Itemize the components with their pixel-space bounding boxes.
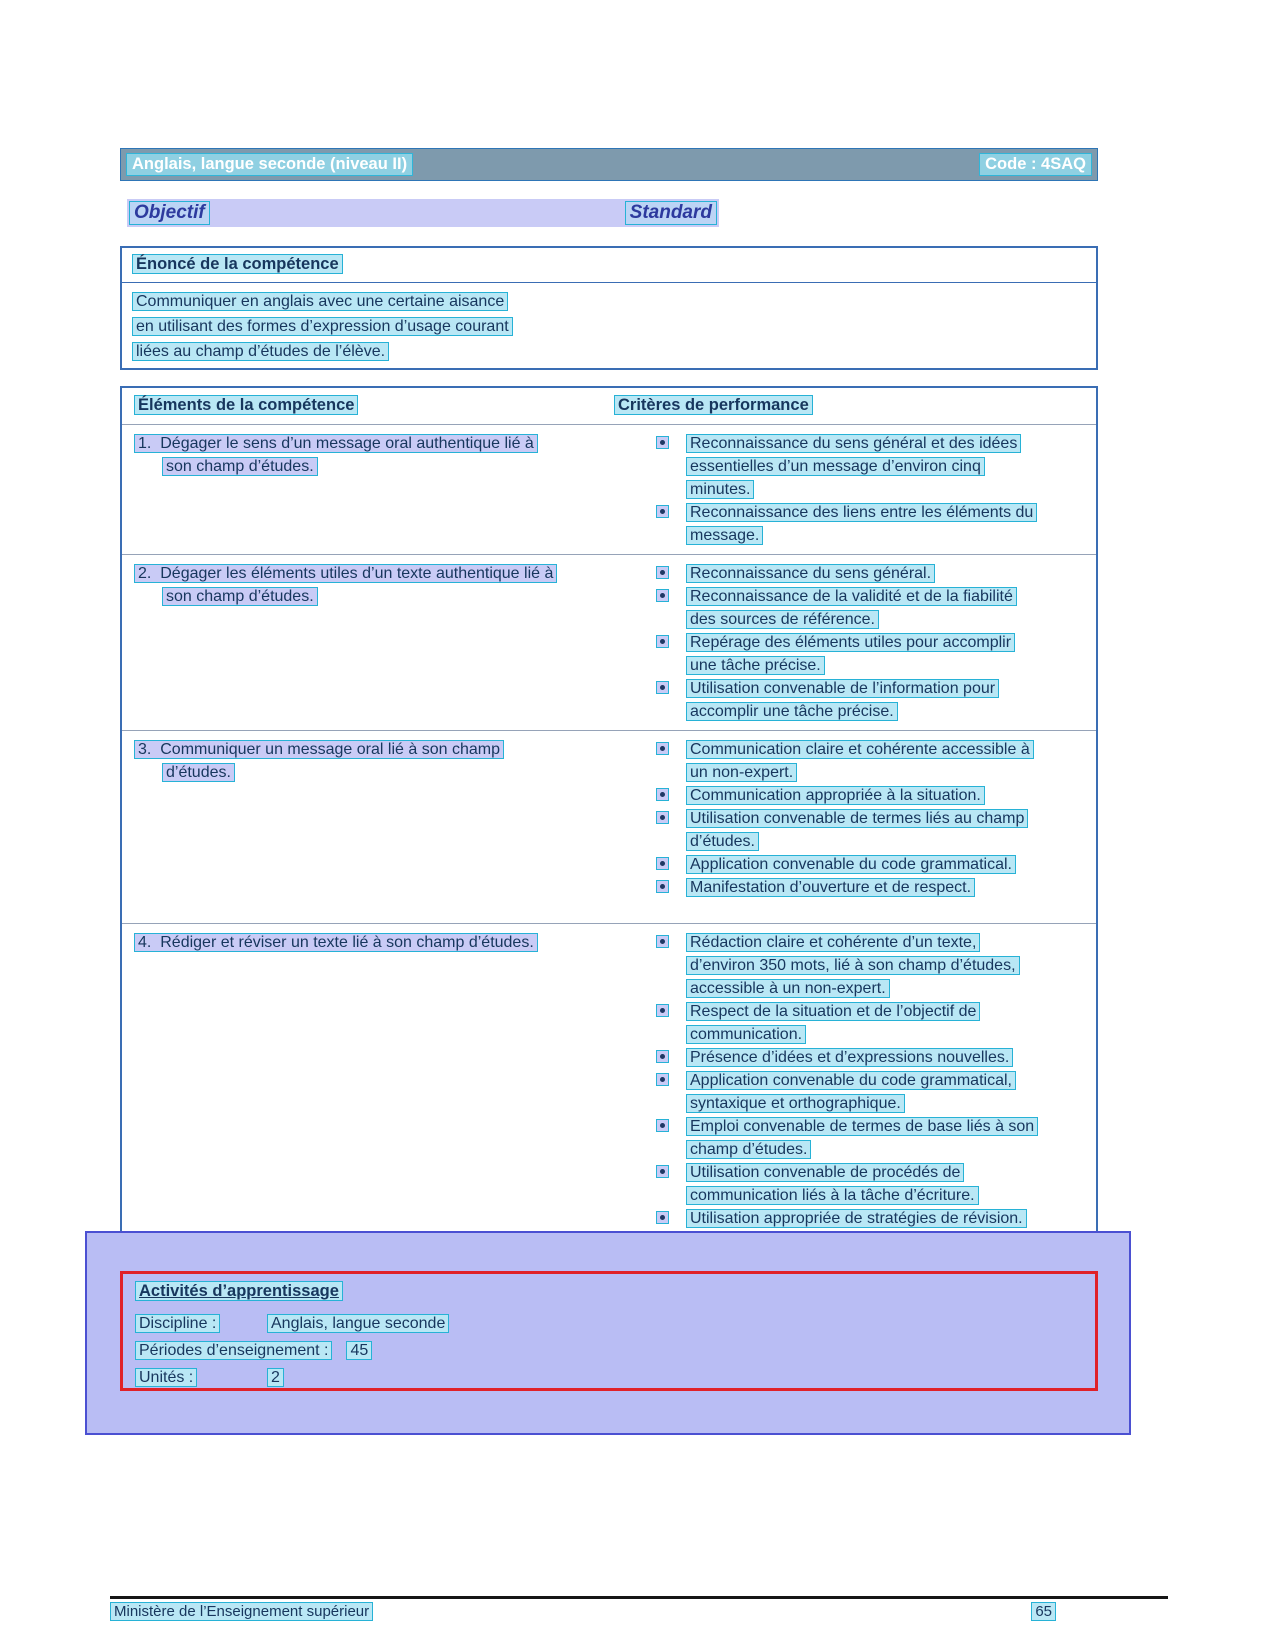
criteria-item: [656, 853, 1086, 876]
bullet-icon: [656, 1000, 686, 1046]
criteria-item: [656, 432, 1086, 501]
activities-heading-row: [135, 1282, 1083, 1301]
bullet-icon: [656, 853, 686, 876]
criteria-text: Communication appropriée à la situation.: [686, 786, 985, 805]
element-highlight: [134, 564, 557, 606]
criteria-item: [656, 784, 1086, 807]
enonce-body: [122, 283, 1096, 372]
enonce-line: [132, 290, 1086, 314]
element-highlight: [134, 933, 538, 952]
criteria-item: [656, 501, 1086, 547]
bullet-icon: [656, 1046, 686, 1069]
enonce-box: [120, 246, 1098, 370]
competence-table: [120, 386, 1098, 1253]
enonce-heading-row: [122, 248, 1096, 283]
section-standard-label: Standard: [625, 201, 717, 225]
criteria-list: [656, 738, 1086, 899]
criteria-text: Respect de la situation et de l’objectif de communication.: [686, 1002, 980, 1044]
element-cell: [122, 929, 614, 1250]
criteria-text: Présence d’idées et d’expressions nouvelles.: [686, 1048, 1013, 1067]
bullet-icon: [656, 1207, 686, 1230]
header-bar: [120, 148, 1098, 181]
element-number: 2.: [138, 565, 152, 582]
criteria-item: [656, 738, 1086, 784]
criteria-text: Utilisation convenable de l’information pour accomplir une tâche précise.: [686, 679, 999, 721]
criteria-cell: [614, 736, 1096, 918]
element-highlight: [134, 740, 504, 782]
bullet-icon: [656, 931, 686, 1000]
element-number: 4.: [138, 934, 152, 951]
criteria-text: Communication claire et cohérente accessible à un non-expert.: [686, 740, 1034, 782]
criteria-list: [656, 931, 1086, 1230]
criteria-cell: [614, 430, 1096, 549]
criteria-item: [656, 1207, 1086, 1230]
field-value-text: 2: [267, 1368, 284, 1387]
bullet-icon: [656, 1115, 686, 1161]
column-header-criteres: Critères de performance: [614, 395, 813, 415]
footer-page-number: 65: [1031, 1602, 1056, 1621]
element-text: Dégager le sens d’un message oral authentique lié à son champ d’études.: [160, 435, 534, 475]
criteria-item: [656, 631, 1086, 677]
criteria-item: [656, 1069, 1086, 1115]
field-label-text: Discipline :: [135, 1314, 220, 1333]
element-cell: [122, 736, 614, 918]
column-header-criteres-cell: [614, 396, 1096, 415]
criteria-item: [656, 876, 1086, 899]
criteria-cell: [614, 560, 1096, 725]
footer: [110, 1602, 1168, 1621]
table-row: [122, 730, 1096, 923]
criteria-text: Application convenable du code grammatical.: [686, 855, 1016, 874]
criteria-item: [656, 585, 1086, 631]
footer-ministry: Ministère de l’Enseignement supérieur: [110, 1602, 373, 1621]
criteria-cell: [614, 929, 1096, 1250]
criteria-text: Repérage des éléments utiles pour accomplir une tâche précise.: [686, 633, 1015, 675]
bullet-icon: [656, 1161, 686, 1207]
element-number: 3.: [138, 741, 152, 758]
element-text: Dégager les éléments utiles d’un texte authentique lié à son champ d’études.: [160, 565, 554, 605]
bullet-icon: [656, 738, 686, 784]
bullet-icon: [656, 585, 686, 631]
criteria-text: Reconnaissance du sens général.: [686, 564, 935, 583]
field-value: [267, 1315, 449, 1332]
criteria-item: [656, 807, 1086, 853]
criteria-item: [656, 677, 1086, 723]
footer-rule: [110, 1596, 1168, 1599]
column-header-elements: Éléments de la compétence: [134, 395, 358, 415]
element-paragraph: [134, 738, 562, 784]
criteria-text: Utilisation appropriée de stratégies de révision.: [686, 1209, 1027, 1228]
element-paragraph: [134, 562, 562, 608]
bullet-icon: [656, 807, 686, 853]
field-row-discipline: [135, 1310, 1083, 1337]
activities-heading: Activités d’apprentissage: [135, 1281, 343, 1301]
element-cell: [122, 560, 614, 725]
table-row: [122, 424, 1096, 554]
criteria-item: [656, 1115, 1086, 1161]
enonce-line: [132, 315, 1086, 339]
bullet-icon: [656, 562, 686, 585]
criteria-item: [656, 1000, 1086, 1046]
criteria-text: Utilisation convenable de termes liés au champ d’études.: [686, 809, 1028, 851]
field-label: [135, 1310, 253, 1337]
course-code: Code : 4SAQ: [979, 153, 1092, 176]
activities-box: [120, 1271, 1098, 1391]
table-header-row: [122, 388, 1096, 424]
field-label-text: Unités :: [135, 1368, 197, 1387]
criteria-item: [656, 1046, 1086, 1069]
criteria-text: Application convenable du code grammatical, syntaxique et orthographique.: [686, 1071, 1016, 1113]
table-row: [122, 554, 1096, 730]
enonce-line-text: en utilisant des formes d’expression d’usage courant: [132, 317, 513, 336]
criteria-item: [656, 562, 1086, 585]
element-text: Communiquer un message oral lié à son champ d’études.: [160, 741, 500, 781]
criteria-item: [656, 931, 1086, 1000]
element-highlight: [134, 434, 538, 476]
criteria-text: Reconnaissance du sens général et des idées essentielles d’un message d’environ cinq minutes.: [686, 434, 1021, 499]
criteria-list: [656, 432, 1086, 547]
bullet-icon: [656, 501, 686, 547]
bullet-icon: [656, 784, 686, 807]
enonce-line: [132, 340, 1086, 364]
element-number: 1.: [138, 435, 152, 452]
bullet-icon: [656, 631, 686, 677]
table-row: [122, 923, 1096, 1253]
bullet-icon: [656, 876, 686, 899]
field-value: [267, 1369, 284, 1386]
criteria-text: Emploi convenable de termes de base liés à son champ d’études.: [686, 1117, 1038, 1159]
field-label-text: Périodes d’enseignement :: [135, 1341, 332, 1360]
element-cell: [122, 430, 614, 549]
field-label: [135, 1337, 332, 1364]
field-label: [135, 1364, 253, 1391]
criteria-text: Manifestation d’ouverture et de respect.: [686, 878, 975, 897]
bullet-icon: [656, 1069, 686, 1115]
criteria-text: Rédaction claire et cohérente d’un texte, d’environ 350 mots, lié à son champ d’études, accessible à un non-expert.: [686, 933, 1020, 998]
enonce-line-text: Communiquer en anglais avec une certaine aisance: [132, 292, 508, 311]
bullet-icon: [656, 432, 686, 501]
field-row-unites: [135, 1364, 1083, 1391]
bullet-icon: [656, 677, 686, 723]
criteria-item: [656, 1161, 1086, 1207]
document-title: Anglais, langue seconde (niveau II): [126, 153, 413, 176]
section-objectif-label: Objectif: [129, 201, 210, 225]
criteria-list: [656, 562, 1086, 723]
field-row-periodes: [135, 1337, 1083, 1364]
field-value-text: 45: [346, 1341, 372, 1360]
element-paragraph: [134, 432, 562, 478]
criteria-text: Reconnaissance des liens entre les éléments du message.: [686, 503, 1037, 545]
element-text: Rédiger et réviser un texte lié à son champ d’études.: [160, 934, 534, 951]
column-header-elements-cell: [122, 396, 614, 415]
section-strip: [127, 199, 719, 227]
enonce-line-text: liées au champ d’études de l’élève.: [132, 342, 389, 361]
activities-panel: [85, 1231, 1131, 1435]
field-value-text: Anglais, langue seconde: [267, 1314, 449, 1333]
field-value: [346, 1342, 372, 1359]
element-paragraph: [134, 931, 562, 954]
criteria-text: Utilisation convenable de procédés de communication liés à la tâche d’écriture.: [686, 1163, 979, 1205]
criteria-text: Reconnaissance de la validité et de la fiabilité des sources de référence.: [686, 587, 1017, 629]
activities-fields: [135, 1310, 1083, 1391]
enonce-heading: Énoncé de la compétence: [132, 254, 343, 274]
